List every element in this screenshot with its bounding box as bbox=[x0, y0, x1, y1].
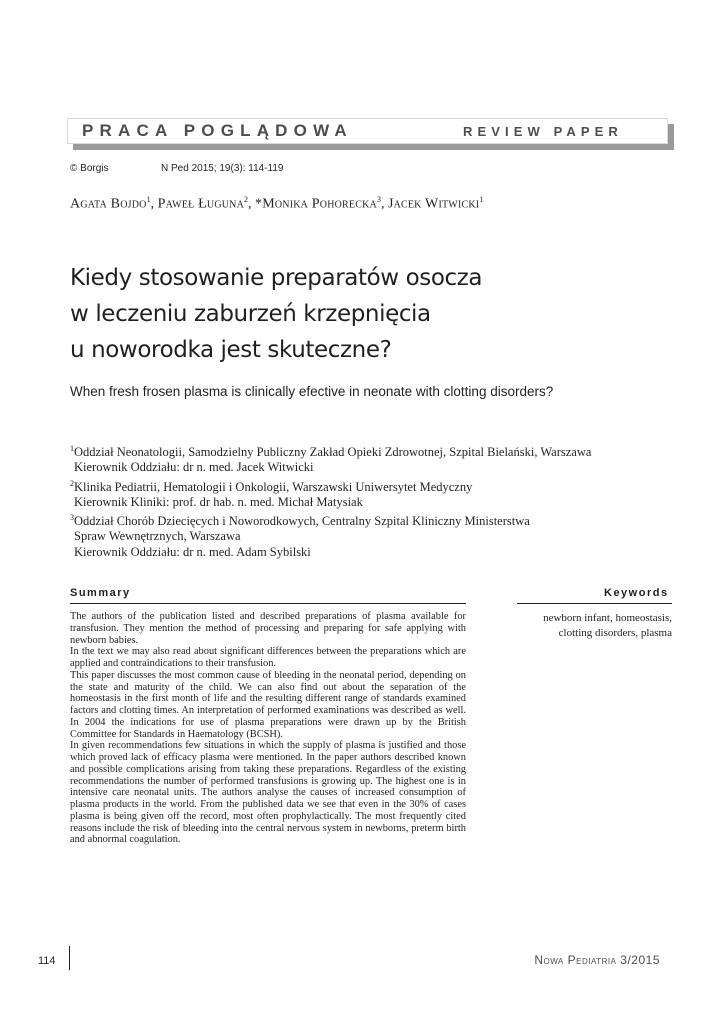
affil-text: Oddział Chorób Dziecięcych i Noworodkowych, Centralny Szpital Kliniczny Ministerstwa bbox=[74, 514, 530, 529]
title-line: Kiedy stosowanie preparatów osocza bbox=[70, 265, 483, 291]
author-affil-sup: 1 bbox=[146, 195, 151, 204]
summary-paragraph: The authors of the publication listed and described preparations of plasma available for transfusion. They mention the method of processing and preparing for safe applying with newborn babies. bbox=[70, 611, 466, 646]
keywords-rule bbox=[517, 603, 672, 604]
citation: N Ped 2015; 19(3): 114-119 bbox=[161, 163, 284, 174]
affiliation-line bbox=[70, 476, 670, 495]
keywords-heading: Keywords bbox=[604, 587, 669, 599]
article-title bbox=[70, 260, 670, 368]
summary-body bbox=[70, 611, 466, 846]
title-line: w leczeniu zaburzeń krzepnięcia bbox=[70, 301, 431, 327]
affiliations bbox=[70, 441, 670, 560]
summary-paragraph: This paper discusses the most common cause of bleeding in the neonatal period, depending on the state and maturity of the child. We can also find out about the separation of the homeostasis in the first month of life and the resulting different range of standards examined factors and clotting times. An interpretation of performed examinations was described as well. In 2004 the indications for use of plasma preparations were drawn up by the British Committee for Standards in Haematology (BCSH). bbox=[70, 669, 466, 740]
page-number: 114 bbox=[38, 955, 56, 967]
summary-heading: Summary bbox=[70, 587, 131, 599]
title-line: u noworodka jest skuteczne? bbox=[70, 337, 392, 363]
section-label-pl: PRACA POGLĄDOWA bbox=[82, 121, 353, 140]
section-label-en: REVIEW PAPER bbox=[463, 124, 623, 139]
affil-text: Oddział Neonatologii, Samodzielny Publiczny Zakład Opieki Zdrowotnej, Szpital Bielański, Warszawa bbox=[74, 445, 592, 460]
publisher: © Borgis bbox=[70, 163, 109, 174]
keyword-line: clotting disorders, plasma bbox=[558, 627, 672, 639]
author-name: Agata Bojdo bbox=[70, 196, 147, 212]
affil-sup: 1 bbox=[70, 444, 74, 453]
keywords-body bbox=[502, 611, 672, 641]
summary-paragraph: In given recommendations few situations in which the supply of plasma is justified and those which proved lack of efficacy plasma were mentioned. In the paper authors described known and possible complications arising from taking these preparations. Regardless of the existing recommendations the number of performed transfusions is growing up. The highest one is in intensive care neonatal units. The authors analyse the causes of increased consumption of plasma products in the world. From the published data we see that even in the 30% of cases plasma is being given off the record, most often prophylactically. The most frequently cited reasons include the risk of bleeding into the central nervous system in newborns, preterm birth and abnormal coagulation. bbox=[70, 740, 466, 846]
author-separator: , bbox=[150, 196, 158, 212]
affiliation-line: Spraw Wewnętrznych, Warszawa bbox=[74, 529, 241, 544]
affiliation-line bbox=[70, 441, 670, 460]
author-affil-sup: 3 bbox=[376, 195, 381, 204]
author-name: Jacek Witwicki bbox=[387, 196, 480, 212]
author-name: *Monika Pohorecka bbox=[255, 196, 377, 212]
affiliation-line bbox=[70, 510, 670, 529]
author-separator: , bbox=[380, 196, 388, 212]
keyword-line: newborn infant, homeostasis, bbox=[543, 612, 672, 624]
affiliation-line: Kierownik Oddziału: dr n. med. Adam Sybilski bbox=[74, 544, 311, 559]
author-affil-sup: 2 bbox=[244, 195, 249, 204]
author-separator: , bbox=[248, 196, 256, 212]
summary-rule bbox=[70, 603, 466, 604]
affiliation-line: Kierownik Oddziału: dr n. med. Jacek Witwicki bbox=[74, 460, 314, 475]
english-title: When fresh frosen plasma is clinically efective in neonate with clotting disorders? bbox=[70, 384, 554, 399]
journal-name: Nowa Pediatria 3/2015 bbox=[534, 953, 660, 967]
summary-paragraph: In the text we may also read about significant differences between the preparations which are applied and contraindications to their transfusion. bbox=[70, 646, 466, 669]
affiliation-line: Kierownik Kliniki: prof. dr hab. n. med. Michał Matysiak bbox=[74, 494, 363, 509]
affil-sup: 2 bbox=[70, 478, 74, 488]
author-list bbox=[70, 195, 483, 213]
affil-text: Klinika Pediatrii, Hematologii i Onkologii, Warszawski Uniwersytet Medyczny bbox=[74, 479, 473, 494]
author-name: Paweł Ługuna bbox=[157, 196, 245, 212]
affil-sup: 3 bbox=[70, 513, 74, 523]
footer-divider bbox=[69, 946, 70, 970]
author-affil-sup: 1 bbox=[479, 195, 484, 204]
